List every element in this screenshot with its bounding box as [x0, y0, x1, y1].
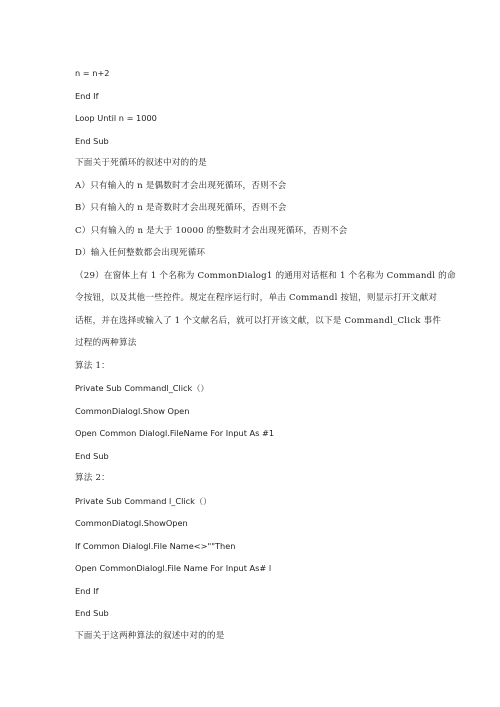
code-line: Private Sub Commandl_Click（） — [75, 383, 209, 393]
code-line: CommonDiatogl.ShowOpen — [75, 518, 188, 528]
code-line: End If — [75, 91, 99, 101]
code-line: End Sub — [75, 136, 109, 146]
algorithm-heading: 算法 2： — [75, 473, 110, 483]
code-line: Private Sub Command l_Click（） — [75, 496, 212, 506]
option-d: D）输入任何整数都会出现死循环 — [75, 248, 206, 258]
code-line: Open CommonDialogl.File Name For Input As# l — [75, 563, 272, 573]
code-line: End Sub — [75, 608, 109, 618]
question-text: 下面关于这两种算法的叙述中对的的是 — [75, 631, 225, 641]
paragraph-line: （29）在窗体上有 1 个名称为 CommonDialog1 的通用对话框和 1 个名称为 Commandl 的命 — [75, 271, 456, 281]
code-line: n = n+2 — [75, 68, 110, 78]
option-c: C）只有输入的 n 是大于 10000 的整数时才会出现死循环，否则不会 — [75, 226, 348, 236]
option-a: A）只有输入的 n 是偶数时才会出现死循环，否则不会 — [75, 181, 287, 191]
algorithm-heading: 算法 1： — [75, 361, 110, 371]
code-line: CommonDialogl.Show Open — [75, 406, 190, 416]
code-line: End Sub — [75, 451, 109, 461]
code-line: If Common Dialogl.File Name<>""Then — [75, 541, 236, 551]
question-text: 下面关于死循环的叙述中对的的是 — [75, 158, 207, 168]
paragraph-line: 话框，并在选择或输入了 1 个文献名后，就可以打开该文献，以下是 Commandl_Click 事件 — [75, 316, 442, 326]
option-b: B）只有输入的 n 是奇数时才会出现死循环，否则不会 — [75, 203, 287, 213]
code-line: Open Common Dialogl.FileName For Input As #1 — [75, 428, 275, 438]
code-line: Loop Until n = 1000 — [75, 113, 157, 123]
code-line: End If — [75, 586, 99, 596]
paragraph-line: 过程的两种算法 — [75, 338, 137, 348]
paragraph-line: 令按钮，以及其他一些控件。规定在程序运行时，单击 Commandl 按钮，则显示打开文献对 — [75, 293, 438, 303]
